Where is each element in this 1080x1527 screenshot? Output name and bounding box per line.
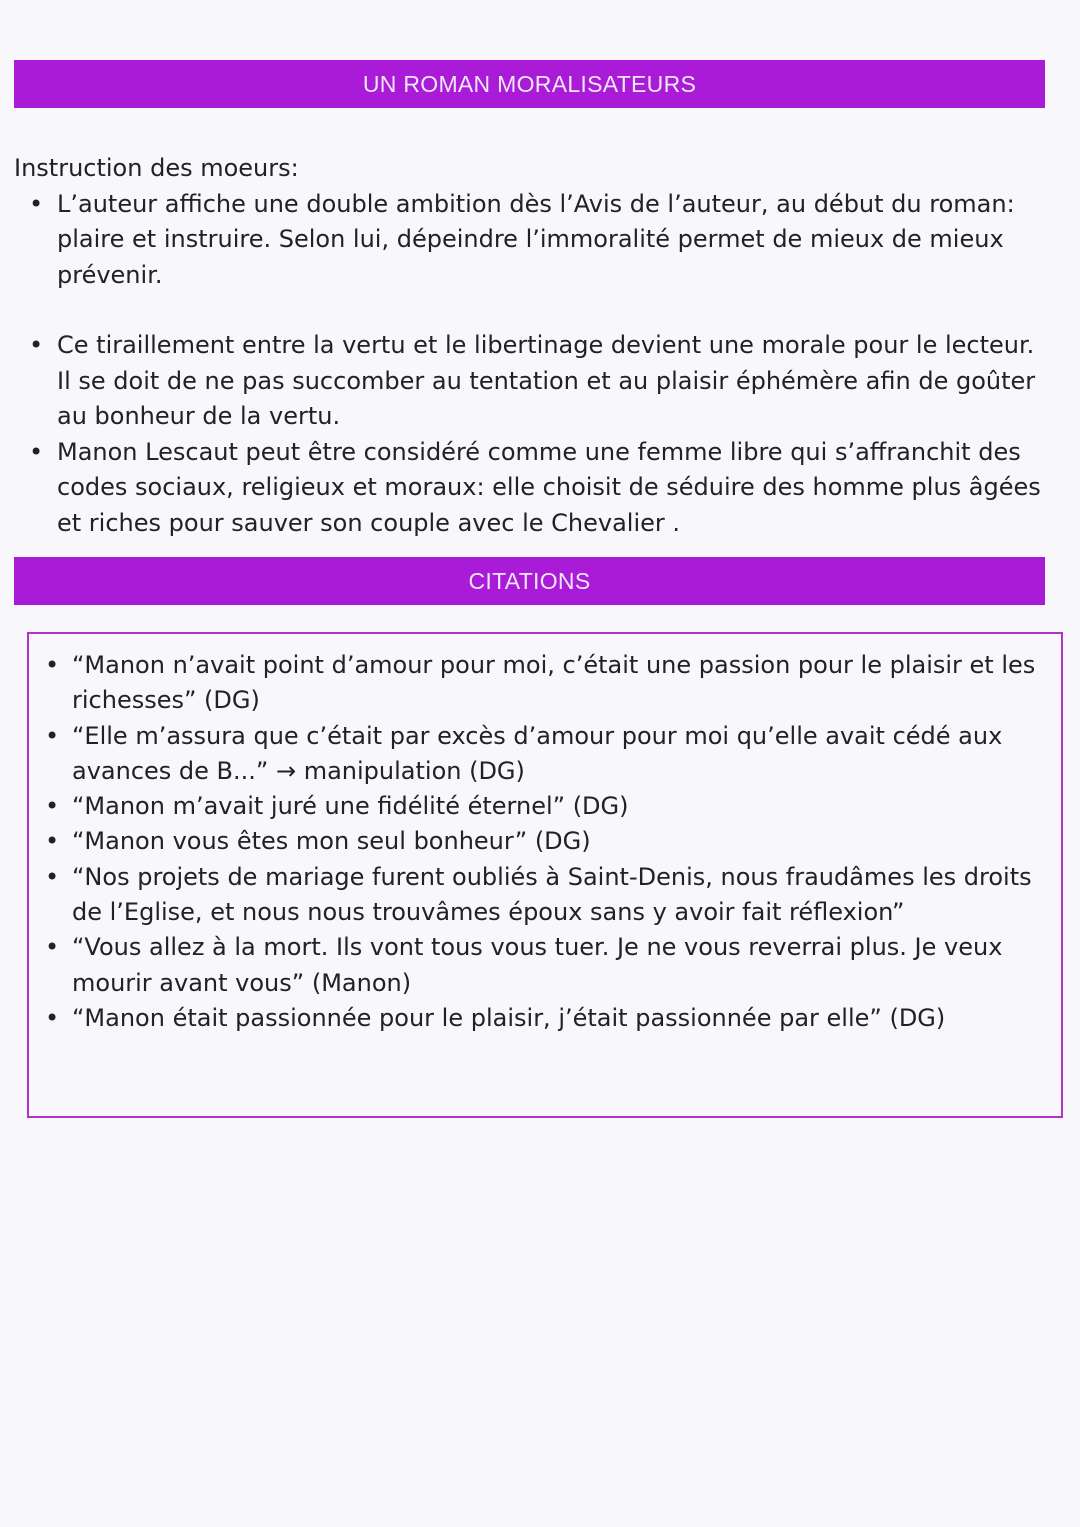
list-item-text: L’auteur affiche une double ambition dès l’Avis de l’auteur, au début du roman: plaire et instruire. Selon lui, dépeindre l’immoralité permet de mieux de mieux prévenir. [57, 189, 1015, 289]
quote-item [43, 789, 1043, 824]
quote-item [43, 648, 1043, 719]
quote-item [43, 1001, 1043, 1036]
list-item [14, 328, 1054, 435]
bullet-icon: • [29, 331, 44, 359]
bullet-icon: • [29, 189, 44, 218]
list-item-text: Ce tiraillement entre la vertu et le libertinage devient une morale pour le lecteur. Il se doit de ne pas succomber au tentation et au plaisir éphémère afin de goûter au bonheur de la vertu. [57, 331, 1036, 430]
quote-item [43, 930, 1043, 1001]
section-banner-citations [14, 557, 1045, 605]
moralisateur-list [14, 187, 1054, 542]
bullet-icon: • [29, 437, 44, 466]
quote-text: “Manon vous êtes mon seul bonheur” (DG) [72, 827, 591, 856]
bullet-icon: • [45, 827, 60, 856]
citations-list [43, 648, 1043, 1036]
citations-box [27, 632, 1063, 1118]
bullet-icon: • [45, 933, 60, 962]
moralisateur-content [14, 151, 1054, 541]
quote-text: “Manon m’avait juré une fidélité éternel” (DG) [72, 792, 629, 821]
bullet-icon: • [45, 651, 60, 679]
section-title: CITATIONS [468, 567, 591, 594]
section-title: UN ROMAN MORALISATEURS [362, 70, 697, 97]
quote-item [43, 824, 1043, 859]
quote-text: “Elle m’assura que c’était par excès d’amour pour moi qu’elle avait cédé aux avances de B...” → manipulation (DG) [72, 721, 1003, 785]
subheading: Instruction des moeurs: [14, 154, 299, 182]
section-banner-moralisateur [14, 60, 1045, 108]
quote-item [43, 860, 1043, 931]
list-item-text: Manon Lescaut peut être considéré comme une femme libre qui s’affranchit des codes sociaux, religieux et moraux: elle choisit de séduire des homme plus âgées et riches pour sauver son couple avec le Chevalier . [57, 437, 1041, 537]
quote-text: “Vous allez à la mort. Ils vont tous vous tuer. Je ne vous reverrai plus. Je veux mourir avant vous” (Manon) [72, 933, 1003, 997]
quote-text: “Nos projets de mariage furent oubliés à Saint-Denis, nous fraudâmes les droits de l’Eglise, et nous nous trouvâmes époux sans y avoir fait réflexion” [72, 862, 1032, 927]
quote-item [43, 719, 1043, 790]
quote-text: “Manon n’avait point d’amour pour moi, c’était une passion pour le plaisir et les richesses” (DG) [72, 651, 1036, 715]
bullet-icon: • [45, 1003, 60, 1032]
bullet-icon: • [45, 721, 60, 750]
quote-text: “Manon était passionnée pour le plaisir, j’était passionnée par elle” (DG) [72, 1003, 946, 1032]
bullet-icon: • [45, 862, 60, 891]
list-item [14, 187, 1054, 294]
bullet-icon: • [45, 792, 60, 821]
list-item [14, 435, 1054, 542]
